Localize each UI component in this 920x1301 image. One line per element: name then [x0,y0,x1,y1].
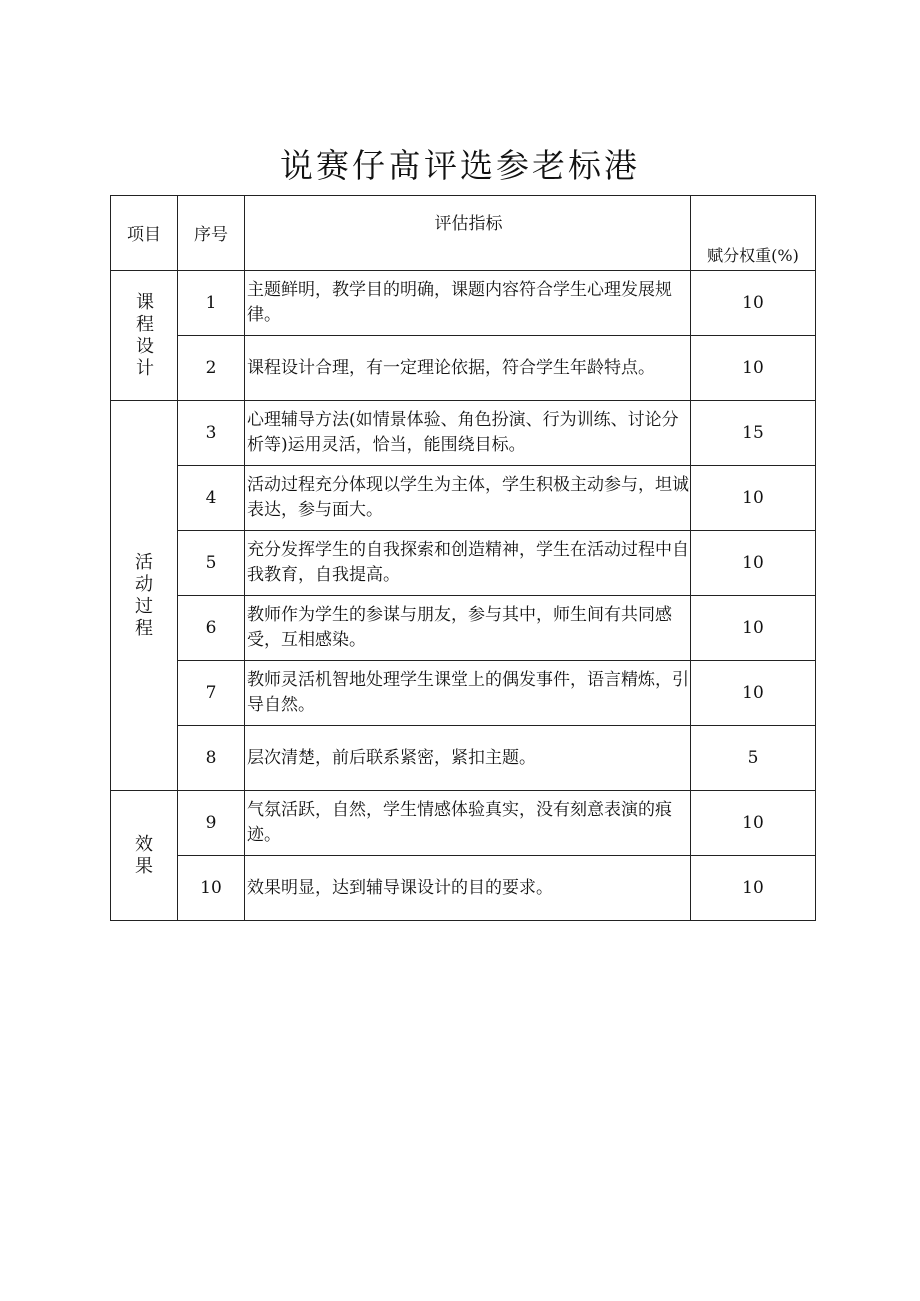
row-weight: 10 [691,661,816,726]
row-weight: 10 [691,466,816,531]
row-weight: 10 [691,531,816,596]
row-weight: 5 [691,726,816,791]
row-number: 3 [178,401,245,466]
row-number: 4 [178,466,245,531]
table-row [111,401,816,466]
evaluation-table [110,195,816,921]
row-indicator: 课程设计合理，有一定理论依据，符合学生年龄特点。 [245,336,691,401]
row-number: 8 [178,726,245,791]
row-weight: 10 [691,791,816,856]
table-row [111,531,816,596]
row-indicator: 充分发挥学生的自我探索和创造精神，学生在活动过程中自我教育，自我提高。 [245,531,691,596]
category-label: 效果 [135,833,153,877]
table-header-row [111,196,816,271]
row-number: 6 [178,596,245,661]
category-cell [111,271,178,401]
table-row [111,726,816,791]
row-indicator: 心理辅导方法(如情景体验、角色扮演、行为训练、讨论分析等)运用灵活，恰当，能围绕目标。 [245,401,691,466]
category-cell [111,401,178,791]
row-number: 1 [178,271,245,336]
header-indicator: 评估指标 [245,196,691,271]
table-row [111,336,816,401]
row-number: 2 [178,336,245,401]
header-category: 项目 [111,196,178,271]
row-weight: 10 [691,336,816,401]
category-label: 课程设计 [136,291,154,379]
category-cell [111,791,178,921]
table-row [111,791,816,856]
row-weight: 15 [691,401,816,466]
table-row [111,596,816,661]
table-row [111,466,816,531]
table-row [111,271,816,336]
table-row [111,661,816,726]
category-label: 活动过程 [135,551,153,639]
row-indicator: 层次清楚，前后联系紧密，紧扣主题。 [245,726,691,791]
row-indicator: 教师灵活机智地处理学生课堂上的偶发事件，语言精炼，引导自然。 [245,661,691,726]
row-indicator: 气氛活跃，自然，学生情感体验真实，没有刻意表演的痕迹。 [245,791,691,856]
row-number: 5 [178,531,245,596]
row-weight: 10 [691,596,816,661]
row-number: 9 [178,791,245,856]
page-title: 说赛仔髙评选参老标港 [280,146,640,185]
row-indicator: 教师作为学生的参谋与朋友，参与其中，师生间有共同感受，互相感染。 [245,596,691,661]
row-weight: 10 [691,271,816,336]
row-indicator: 活动过程充分体现以学生为主体，学生积极主动参与，坦诚表达，参与面大。 [245,466,691,531]
table-row [111,856,816,921]
row-indicator: 主题鲜明，教学目的明确，课题内容符合学生心理发展规律。 [245,271,691,336]
row-number: 10 [178,856,245,921]
row-indicator: 效果明显，达到辅导课设计的目的要求。 [245,856,691,921]
header-number: 序号 [178,196,245,271]
row-number: 7 [178,661,245,726]
row-weight: 10 [691,856,816,921]
header-weight: 赋分权重(%) [691,196,816,271]
